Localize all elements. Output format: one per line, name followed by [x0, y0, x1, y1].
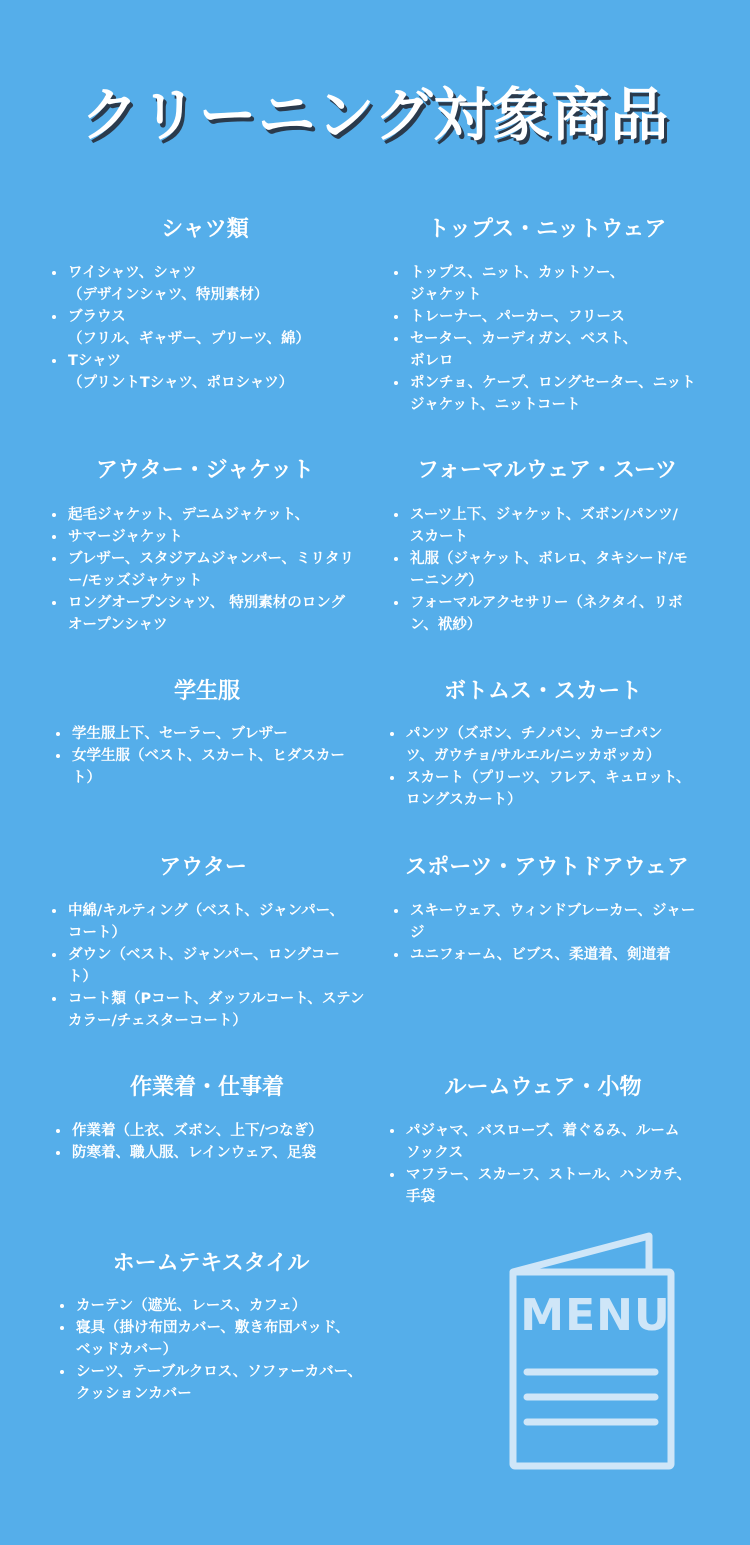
item-list	[54, 1120, 374, 1164]
list-item: Tシャツ （プリントTシャツ、ポロシャツ）	[50, 350, 370, 394]
menu-icon	[505, 1232, 680, 1472]
item-list	[54, 723, 374, 789]
list-item: シーツ、テーブルクロス、ソファーカバー、 クッションカバー	[58, 1361, 378, 1405]
list-item: 礼服（ジャケット、ボレロ、タキシード/モ ーニング）	[392, 548, 712, 592]
section-school-uniform	[54, 677, 374, 817]
list-item: ブレザー、スタジアムジャンパー、ミリタリ ー/モッズジャケット	[50, 548, 370, 592]
section-workwear	[54, 1073, 374, 1173]
list-item: 起毛ジャケット、デニムジャケット、	[50, 504, 370, 526]
list-item: ブラウス （フリル、ギャザー、プリーツ、綿）	[50, 306, 370, 350]
item-list	[392, 900, 722, 966]
page-title: クリーニング対象商品	[80, 81, 670, 149]
item-list	[50, 900, 370, 1032]
list-item: ワイシャツ、シャツ （デザインシャツ、特別素材）	[50, 262, 370, 306]
section-bottoms-skirts	[388, 677, 718, 827]
section-heading: フォーマルウェア・スーツ	[416, 458, 678, 483]
list-item: ポンチョ、ケープ、ロングセーター、ニット ジャケット、ニットコート	[392, 372, 722, 416]
list-item: パジャマ、バスローブ、着ぐるみ、ルーム ソックス	[388, 1120, 718, 1164]
menu-icon-label: MENU	[520, 1290, 671, 1341]
item-list	[388, 1120, 718, 1208]
section-heading: ボトムス・スカート	[443, 679, 642, 704]
section-heading: スポーツ・アウトドアウェア	[405, 855, 689, 880]
section-heading: 作業着・仕事着	[129, 1075, 284, 1100]
item-list	[392, 262, 722, 416]
section-roomwear-accessories	[388, 1073, 718, 1223]
section-heading: アウター	[159, 855, 247, 880]
section-sports-outdoor	[392, 853, 722, 983]
list-item: 中綿/キルティング（ベスト、ジャンパー、 コート）	[50, 900, 370, 944]
list-item: 防寒着、職人服、レインウェア、足袋	[54, 1142, 374, 1164]
item-list	[50, 504, 370, 636]
list-item: コート類（Pコート、ダッフルコート、ステン カラー/チェスターコート）	[50, 988, 370, 1032]
section-tops-knitwear	[392, 215, 722, 425]
section-heading: アウター・ジャケット	[95, 458, 315, 483]
list-item: スキーウェア、ウィンドブレーカー、ジャー ジ	[392, 900, 722, 944]
section-heading: 学生服	[173, 679, 240, 704]
list-item: トップス、ニット、カットソー、 ジャケット	[392, 262, 722, 306]
list-item: トレーナー、パーカー、フリース	[392, 306, 722, 328]
list-item: 寝具（掛け布団カバー、敷き布団パッド、 ベッドカバー）	[58, 1317, 378, 1361]
section-heading: ホームテキスタイル	[112, 1251, 310, 1276]
section-home-textiles	[58, 1249, 378, 1419]
list-item: 作業着（上衣、ズボン、上下/つなぎ）	[54, 1120, 374, 1142]
list-item: 学生服上下、セーラー、ブレザー	[54, 723, 374, 745]
list-item: マフラー、スカーフ、ストール、ハンカチ、 手袋	[388, 1164, 718, 1208]
section-formal-suits	[392, 456, 722, 656]
list-item: フォーマルアクセサリー（ネクタイ、リボ ン、袱紗）	[392, 592, 712, 636]
section-heading: シャツ類	[161, 217, 249, 242]
item-list	[50, 262, 370, 394]
list-item: スカート（プリーツ、フレア、キュロット、 ロングスカート）	[388, 767, 718, 811]
item-list	[392, 504, 712, 636]
item-list	[388, 723, 718, 811]
list-item: ロングオープンシャツ、 特別素材のロング オープンシャツ	[50, 592, 370, 636]
list-item: サマージャケット	[50, 526, 370, 548]
list-item: セーター、カーディガン、ベスト、 ボレロ	[392, 328, 722, 372]
item-list	[58, 1295, 378, 1405]
section-heading: ルームウェア・小物	[444, 1075, 642, 1100]
list-item: カーテン（遮光、レース、カフェ）	[58, 1295, 378, 1317]
list-item: スーツ上下、ジャケット、ズボン/パンツ/ スカート	[392, 504, 712, 548]
list-item: ダウン（ベスト、ジャンパー、ロングコー ト）	[50, 944, 370, 988]
section-outer	[50, 853, 370, 1043]
list-item: 女学生服（ベスト、スカート、ヒダスカー ト）	[54, 745, 374, 789]
list-item: ユニフォーム、ビブス、柔道着、剣道着	[392, 944, 722, 966]
list-item: パンツ（ズボン、チノパン、カーゴパン ツ、ガウチョ/サルエル/ニッカポッカ）	[388, 723, 718, 767]
section-shirts	[50, 215, 360, 415]
section-outer-jacket	[50, 456, 370, 656]
section-heading: トップス・ニットウェア	[427, 217, 667, 242]
